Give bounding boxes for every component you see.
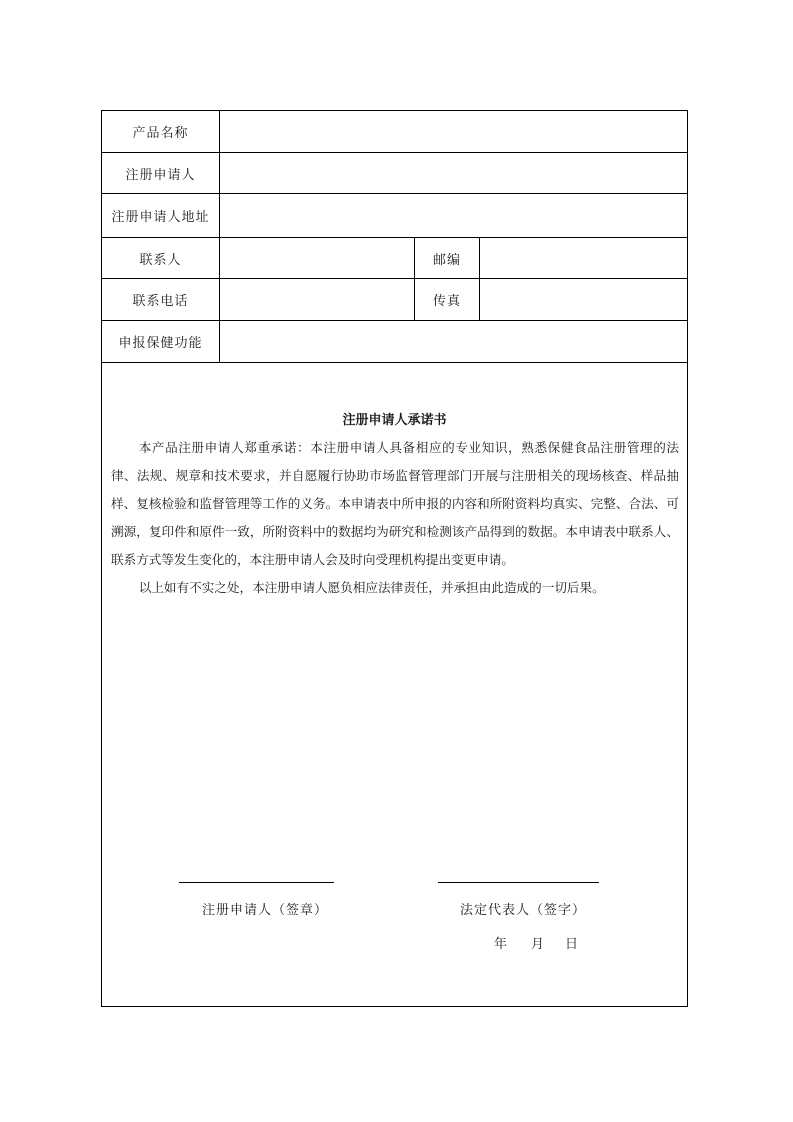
product-name-row	[102, 111, 687, 153]
contact-person-field[interactable]	[220, 238, 415, 278]
date-year: 年	[494, 937, 508, 952]
product-name-field[interactable]	[220, 111, 687, 152]
health-function-label: 申报保健功能	[102, 321, 220, 362]
legal-rep-signature-label: 法定代表人（签字）	[460, 903, 587, 918]
applicant-signature-line[interactable]	[179, 882, 334, 883]
health-function-field[interactable]	[220, 321, 687, 362]
contact-phone-label: 联系电话	[102, 279, 220, 320]
pledge-paragraph-1: 本产品注册申请人郑重承诺：本注册申请人具备相应的专业知识，熟悉保健食品注册管理的法律、法规、规章和技术要求，并自愿履行协助市场监督管理部门开展与注册相关的现场核查、样品抽样、复核检验和监督管理等工作的义务。本申请表中所申报的内容和所附资料均真实、完整、合法、可溯源，复印件和原件一致，所附资料中的数据均为研究和检测该产品得到的数据。本申请表中联系人、联系方式等发生变化的，本注册申请人会及时向受理机构提出变更申请。	[111, 440, 679, 567]
applicant-address-label: 注册申请人地址	[102, 194, 220, 237]
date-day: 日	[565, 937, 579, 952]
pledge-paragraph-2: 以上如有不实之处，本注册申请人愿负相应法律责任，并承担由此造成的一切后果。	[138, 580, 605, 595]
application-form	[101, 110, 688, 1007]
legal-rep-signature-line[interactable]	[438, 882, 599, 883]
date-month: 月	[531, 937, 545, 952]
contact-phone-field[interactable]	[220, 279, 415, 320]
postal-code-field[interactable]	[480, 238, 687, 278]
applicant-field[interactable]	[220, 153, 687, 193]
pledge-title: 注册申请人承诺书	[342, 413, 447, 428]
applicant-label: 注册申请人	[102, 153, 220, 193]
applicant-address-field[interactable]	[220, 194, 687, 237]
fax-field[interactable]	[480, 279, 687, 320]
pledge-body	[111, 434, 679, 602]
postal-code-label: 邮编	[415, 238, 480, 278]
product-name-label: 产品名称	[102, 111, 220, 152]
fax-label: 传真	[415, 279, 480, 320]
applicant-row	[102, 153, 687, 194]
applicant-seal-label: 注册申请人（签章）	[202, 903, 329, 918]
contact-person-label: 联系人	[102, 238, 220, 278]
phone-row	[102, 279, 687, 321]
health-function-row	[102, 321, 687, 363]
contact-row	[102, 238, 687, 279]
applicant-address-row	[102, 194, 687, 238]
